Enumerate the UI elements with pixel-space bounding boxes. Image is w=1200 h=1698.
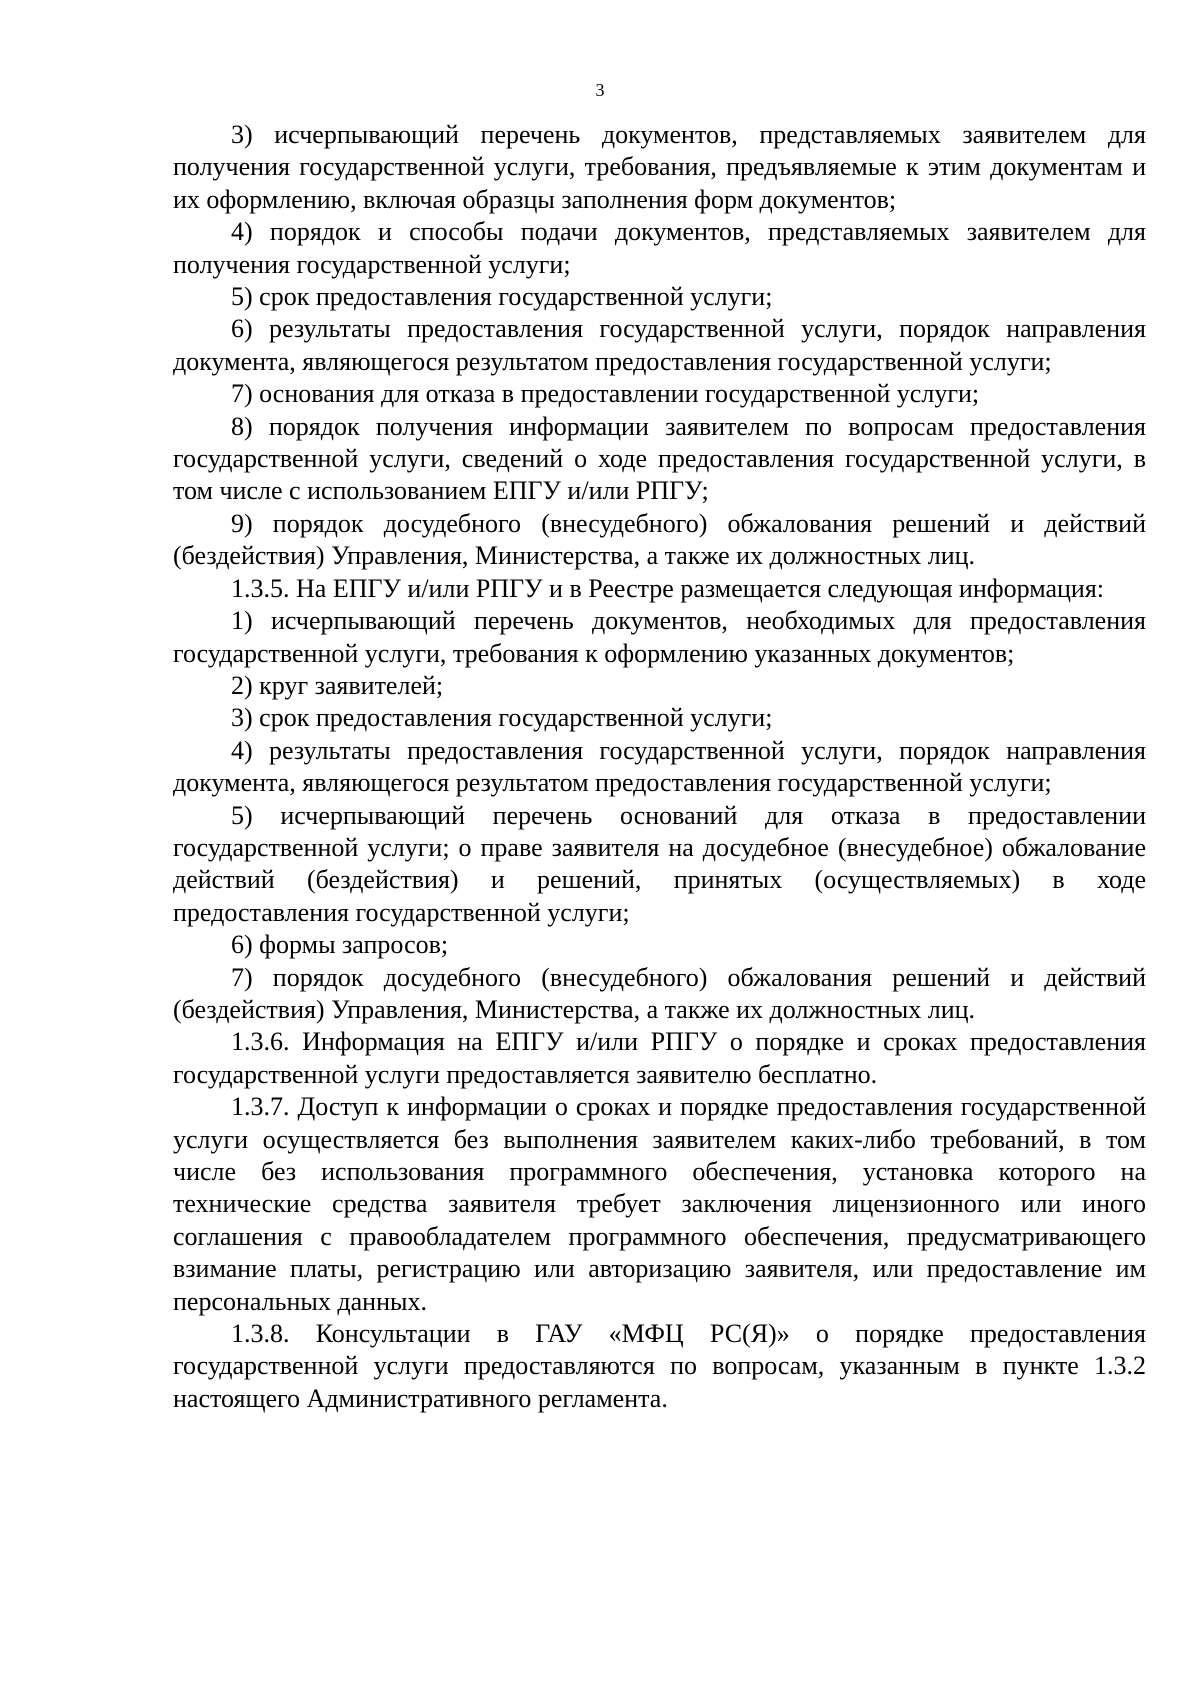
paragraph: 4) результаты предоставления государственной услуги, порядок направления документа, являющегося результатом предоставления государственной услуги; <box>173 735 1146 798</box>
paragraph: 8) порядок получения информации заявителем по вопросам предоставления государственной услуги, сведений о ходе предоставления государственной услуги, в том числе с использованием ЕПГУ и/или РПГУ; <box>173 411 1146 506</box>
paragraph: 6) формы запросов; <box>231 930 449 960</box>
paragraph: 7) порядок досудебного (внесудебного) обжалования решений и действий (бездействия) Управления, Министерства, а также их должностных лиц. <box>173 962 1146 1024</box>
paragraph: 1.3.5. На ЕПГУ и/или РПГУ и в Реестре размещается следующая информация: <box>231 573 1105 603</box>
paragraph: 1.3.8. Консультации в ГАУ «МФЦ РС(Я)» о порядке предоставления государственной услуги предоставляются по вопросам, указанным в пункте 1.3.2 настоящего Административного регламента. <box>173 1319 1146 1413</box>
paragraph: 4) порядок и способы подачи документов, представляемых заявителем для получения государственной услуги; <box>173 217 1146 279</box>
paragraph: 5) срок предоставления государственной услуги; <box>231 282 773 312</box>
paragraph: 3) исчерпывающий перечень документов, представляемых заявителем для получения государственной услуги, требования, предъявляемые к этим документам и их оформлению, включая образцы заполнения форм документов; <box>173 120 1146 214</box>
page-number: 3 <box>595 80 605 100</box>
document-body <box>173 119 1146 1415</box>
paragraph: 7) основания для отказа в предоставлении государственной услуги; <box>231 379 980 409</box>
paragraph: 1) исчерпывающий перечень документов, необходимых для предоставления государственной услуги, требования к оформлению указанных документов; <box>173 606 1146 668</box>
paragraph: 1.3.6. Информация на ЕПГУ и/или РПГУ о порядке и сроках предоставления государственной услуги предоставляется заявителю бесплатно. <box>173 1027 1146 1089</box>
paragraph: 5) исчерпывающий перечень оснований для отказа в предоставлении государственной услуги; о праве заявителя на досудебное (внесудебное) обжалование действий (бездействия) и решений, принятых (осуществляемых) в ходе предоставления государственной услуги; <box>173 800 1146 927</box>
paragraph: 6) результаты предоставления государственной услуги, порядок направления документа, являющегося результатом предоставления государственной услуги; <box>173 314 1146 376</box>
paragraph: 1.3.7. Доступ к информации о сроках и порядке предоставления государственной услуги осуществляется без выполнения заявителем каких-либо требований, в том числе без использования программного обеспечения, установка которого на технические средства заявителя требует заключения лицензионного или иного соглашения с правообладателем программного обеспечения, предусматривающего взимание платы, регистрацию или авторизацию заявителя, или предоставление им персональных данных. <box>173 1092 1146 1316</box>
paragraph: 9) порядок досудебного (внесудебного) обжалования решений и действий (бездействия) Управления, Министерства, а также их должностных лиц. <box>173 508 1146 571</box>
paragraph: 3) срок предоставления государственной услуги; <box>231 703 773 733</box>
paragraph: 2) круг заявителей; <box>231 670 444 700</box>
